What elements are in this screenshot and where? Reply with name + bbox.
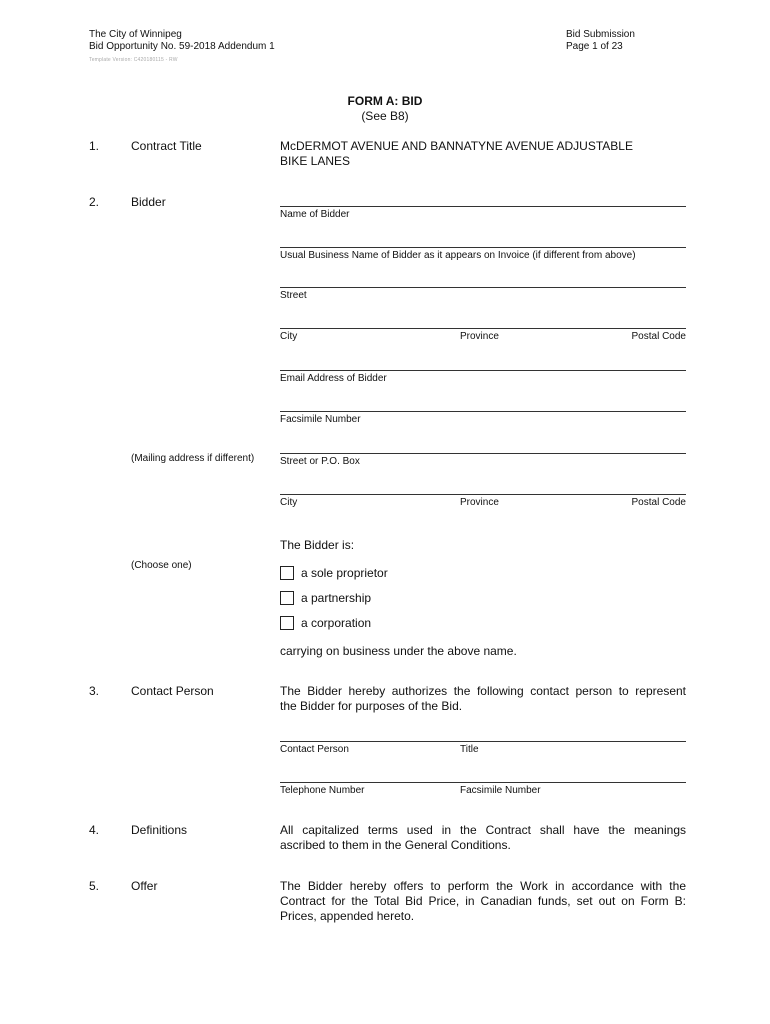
header-page-number: Page 1 of 23 bbox=[566, 41, 623, 52]
header-bid-opportunity: Bid Opportunity No. 59-2018 Addendum 1 bbox=[89, 41, 275, 52]
facsimile-line[interactable] bbox=[280, 411, 686, 412]
contact-person-text-line1: The Bidder hereby authorizes the following contact person to represent bbox=[280, 684, 686, 698]
section-3-label: Contact Person bbox=[131, 684, 214, 698]
street-label: Street bbox=[280, 290, 307, 301]
section-1-number: 1. bbox=[89, 139, 100, 153]
contract-title-line1: McDERMOT AVENUE AND BANNATYNE AVENUE ADJUSTABLE bbox=[280, 139, 633, 153]
form-subtitle: (See B8) bbox=[361, 109, 409, 123]
section-2-number: 2. bbox=[89, 195, 100, 209]
usual-business-name-label: Usual Business Name of Bidder as it appears on Invoice (if different from above) bbox=[280, 250, 636, 261]
telephone-facsimile-line[interactable] bbox=[280, 782, 686, 783]
form-title: FORM A: BID bbox=[347, 94, 423, 108]
usual-business-name-line[interactable] bbox=[280, 247, 686, 248]
header-city: The City of Winnipeg bbox=[89, 29, 182, 40]
contract-title-line2: BIKE LANES bbox=[280, 154, 351, 168]
corporation-checkbox[interactable] bbox=[280, 616, 294, 630]
contact-facsimile-label: Facsimile Number bbox=[460, 785, 541, 796]
partnership-label: a partnership bbox=[301, 591, 372, 605]
mailing-address-note: (Mailing address if different) bbox=[131, 453, 255, 464]
section-5-number: 5. bbox=[89, 879, 100, 893]
mailing-postal-code-label: Postal Code bbox=[631, 497, 686, 508]
telephone-label: Telephone Number bbox=[280, 785, 365, 796]
contact-person-text-line2: the Bidder for purposes of the Bid. bbox=[280, 699, 463, 713]
section-3-number: 3. bbox=[89, 684, 100, 698]
sole-proprietor-checkbox[interactable] bbox=[280, 566, 294, 580]
bidder-is-label: The Bidder is: bbox=[280, 538, 355, 552]
name-of-bidder-label: Name of Bidder bbox=[280, 209, 350, 220]
section-4-label: Definitions bbox=[131, 823, 188, 837]
mailing-province-label: Province bbox=[460, 497, 499, 508]
section-1-label: Contract Title bbox=[131, 139, 202, 153]
email-line[interactable] bbox=[280, 370, 686, 371]
section-5-label: Offer bbox=[131, 879, 158, 893]
choose-one-note: (Choose one) bbox=[131, 560, 192, 571]
facsimile-label: Facsimile Number bbox=[280, 414, 361, 425]
email-label: Email Address of Bidder bbox=[280, 373, 387, 384]
name-of-bidder-line[interactable] bbox=[280, 206, 686, 207]
partnership-checkbox[interactable] bbox=[280, 591, 294, 605]
city-province-postal-line[interactable] bbox=[280, 328, 686, 329]
street-line[interactable] bbox=[280, 287, 686, 288]
street-po-label: Street or P.O. Box bbox=[280, 456, 360, 467]
section-2-label: Bidder bbox=[131, 195, 166, 209]
header-bid-submission: Bid Submission bbox=[566, 29, 635, 40]
street-po-line[interactable] bbox=[280, 453, 686, 454]
header-template-version: Template Version: C420180115 - RW bbox=[89, 57, 178, 63]
definitions-text-line1: All capitalized terms used in the Contract shall have the meanings bbox=[280, 823, 686, 837]
city-label: City bbox=[280, 331, 298, 342]
province-label: Province bbox=[460, 331, 499, 342]
corporation-label: a corporation bbox=[301, 616, 372, 630]
mailing-city-line[interactable] bbox=[280, 494, 686, 495]
contact-title-label: Title bbox=[460, 744, 479, 755]
contact-person-label: Contact Person bbox=[280, 744, 349, 755]
sole-proprietor-label: a sole proprietor bbox=[301, 566, 388, 580]
postal-code-label: Postal Code bbox=[631, 331, 686, 342]
definitions-text-line2: ascribed to them in the General Conditions. bbox=[280, 838, 511, 852]
offer-text-line1: The Bidder hereby offers to perform the Work in accordance with the bbox=[280, 879, 686, 893]
offer-text-line2: Contract for the Total Bid Price, in Canadian funds, set out on Form B: bbox=[280, 894, 686, 908]
offer-text-line3: Prices, appended hereto. bbox=[280, 909, 415, 923]
section-4-number: 4. bbox=[89, 823, 100, 837]
mailing-city-label: City bbox=[280, 497, 298, 508]
carrying-on-business-text: carrying on business under the above name. bbox=[280, 644, 517, 658]
contact-person-title-line[interactable] bbox=[280, 741, 686, 742]
